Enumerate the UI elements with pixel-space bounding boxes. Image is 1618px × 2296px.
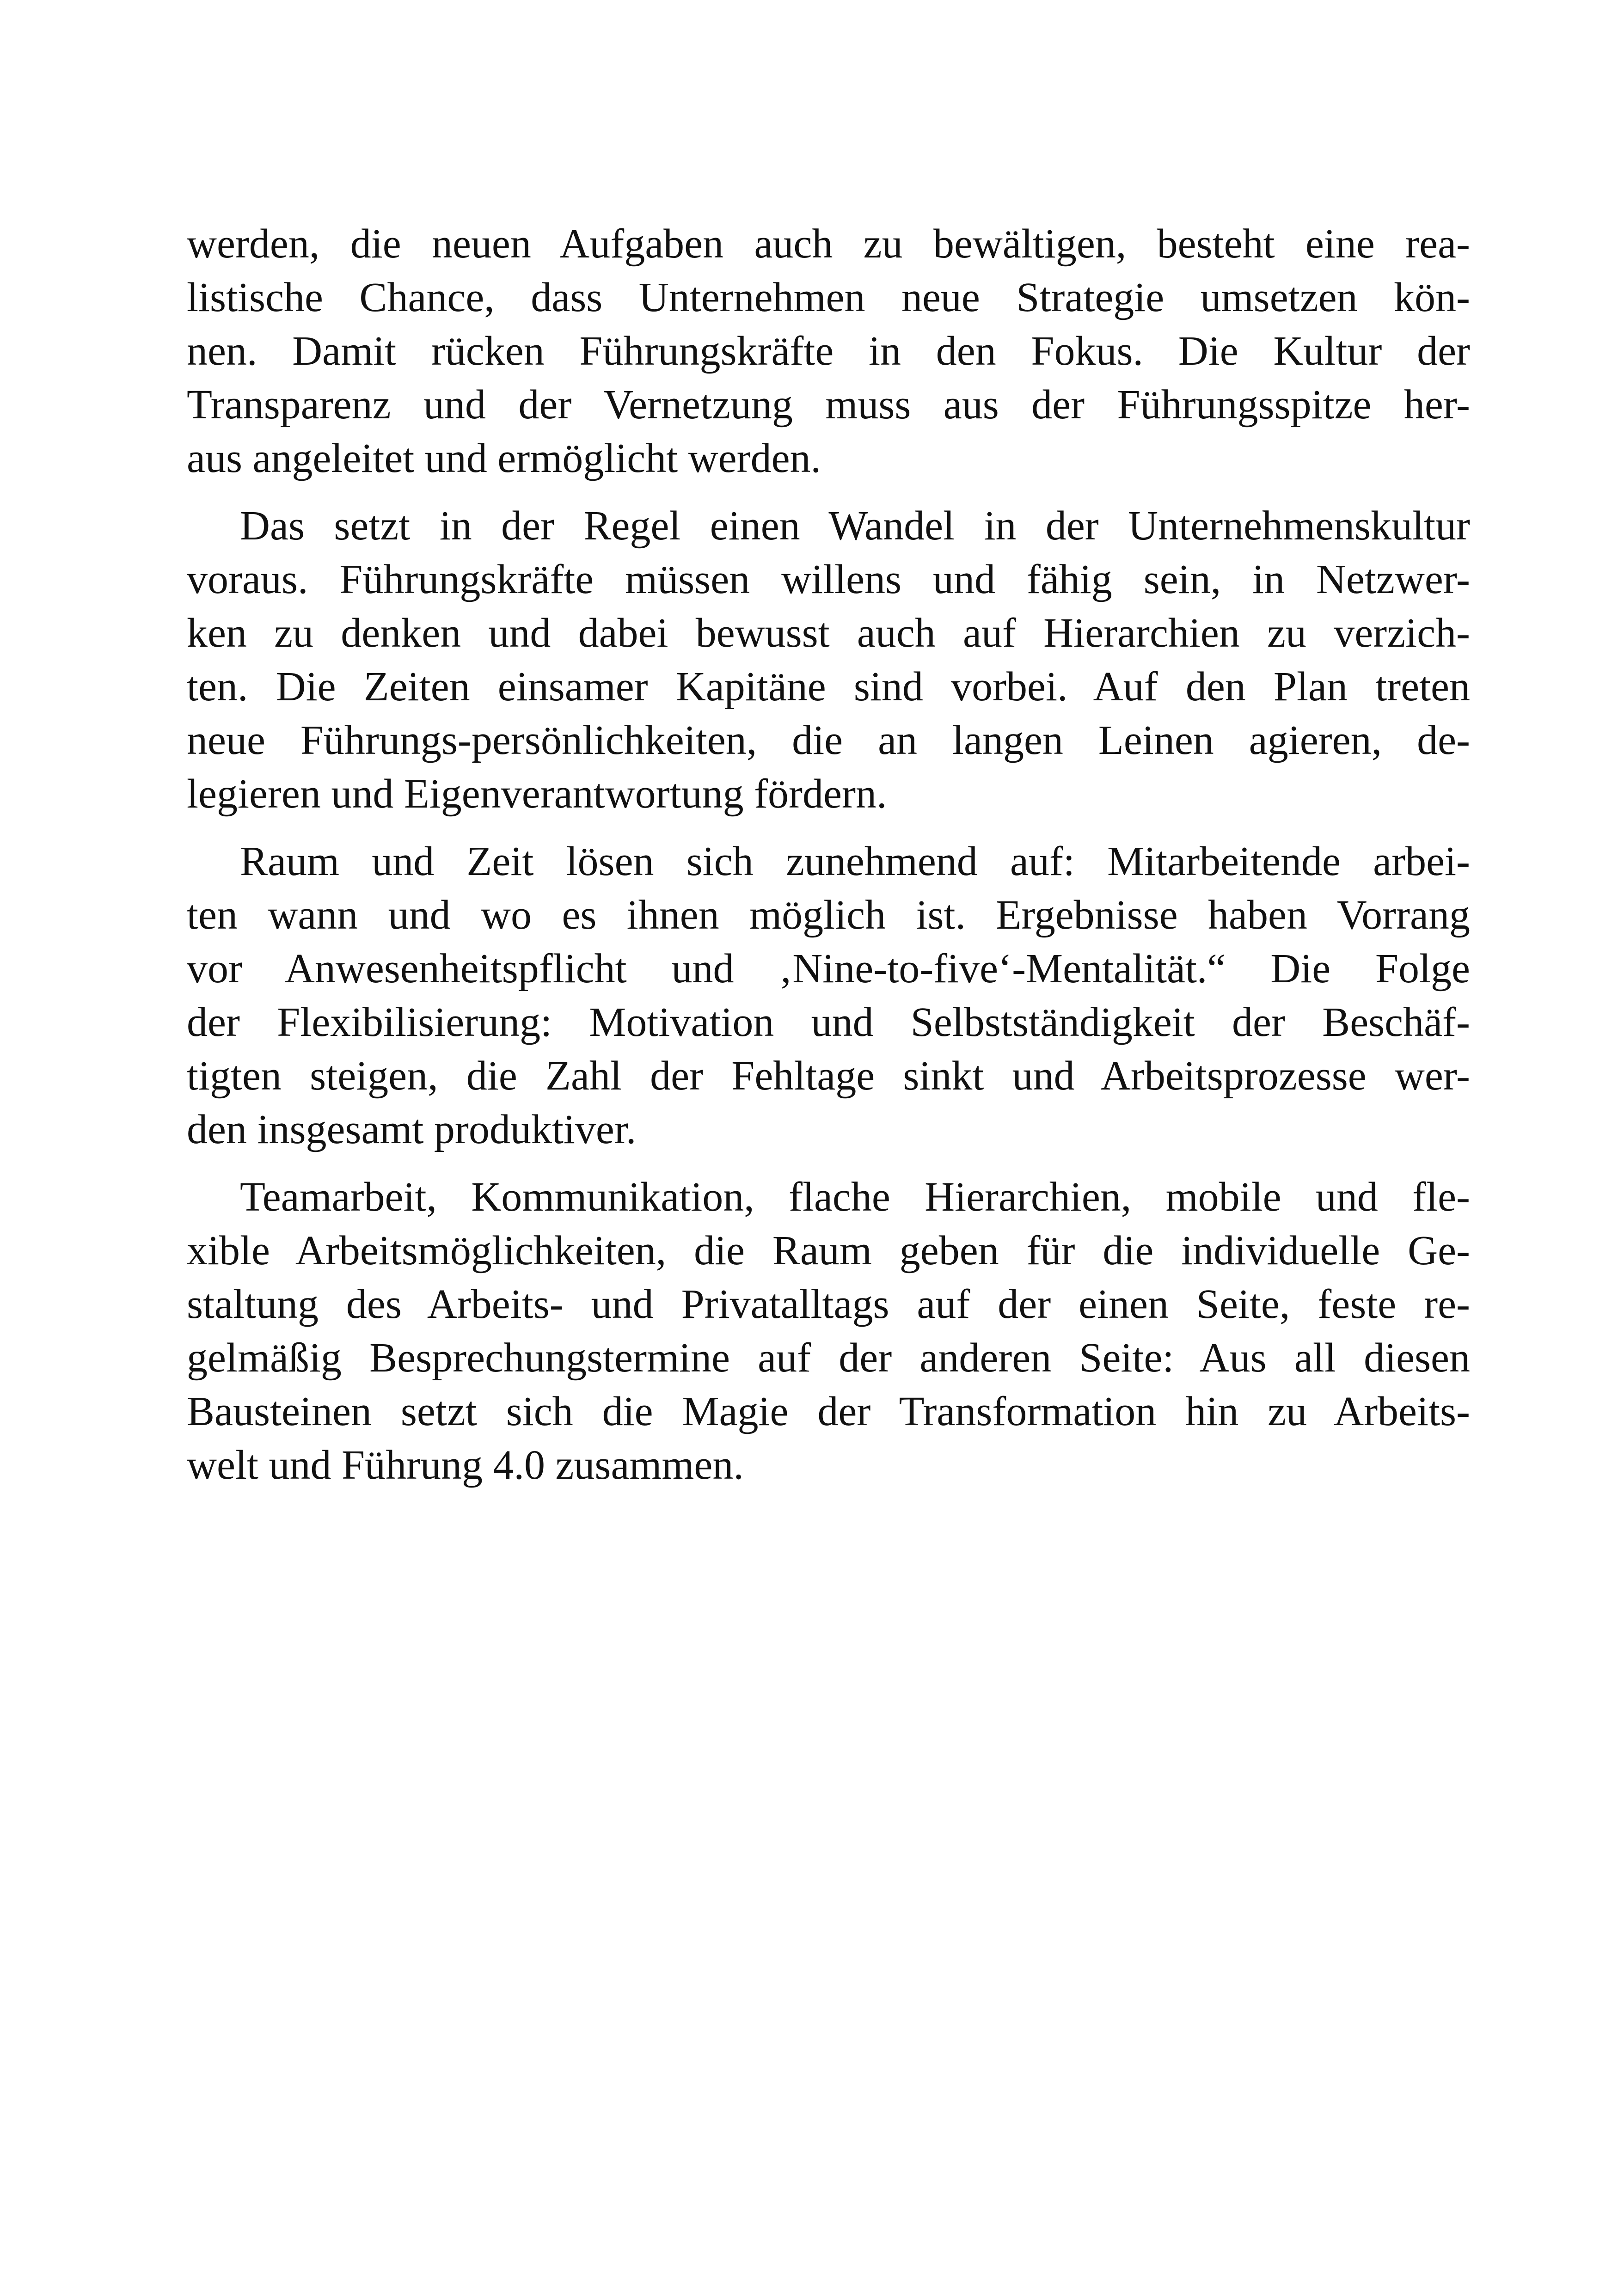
text-line: gelmäßig Besprechungstermine auf der anderen Seite: Aus all diesen (187, 1335, 1470, 1381)
text-line: voraus. Führungskräfte müssen willens und fähig sein, in Netzwer- (187, 557, 1470, 602)
text-line: den insgesamt produktiver. (187, 1107, 637, 1152)
text-line: Bausteinen setzt sich die Magie der Transformation hin zu Arbeits- (187, 1389, 1470, 1434)
text-line: der Flexibilisierung: Motivation und Selbstständigkeit der Beschäf- (187, 999, 1470, 1045)
text-line: listische Chance, dass Unternehmen neue Strategie umsetzen kön- (187, 275, 1470, 320)
text-line: ken zu denken und dabei bewusst auch auf Hierarchien zu verzich- (187, 610, 1470, 656)
text-line: Das setzt in der Regel einen Wandel in der Unternehmenskultur (240, 503, 1470, 549)
text-line: nen. Damit rücken Führungskräfte in den Fokus. Die Kultur der (187, 328, 1470, 374)
text-line: tigten steigen, die Zahl der Fehltage sinkt und Arbeitsprozesse wer- (187, 1053, 1470, 1099)
text-line: Transparenz und der Vernetzung muss aus der Führungsspitze her- (187, 382, 1470, 428)
paragraph-3 (187, 835, 1470, 1157)
text-line: ten. Die Zeiten einsamer Kapitäne sind vorbei. Auf den Plan treten (187, 664, 1470, 710)
document-page (187, 217, 1470, 1506)
text-line: vor Anwesenheitspflicht und ‚Nine-to-five‘-Mentalität.“ Die Folge (187, 946, 1470, 992)
text-line: werden, die neuen Aufgaben auch zu bewältigen, besteht eine rea- (187, 221, 1470, 267)
text-line: welt und Führung 4.0 zusammen. (187, 1442, 744, 1488)
text-line: neue Führungs-persönlichkeiten, die an langen Leinen agieren, de- (187, 717, 1470, 763)
text-line: Raum und Zeit lösen sich zunehmend auf: Mitarbeitende arbei- (240, 839, 1470, 884)
text-line: staltung des Arbeits- und Privatalltags auf der einen Seite, feste re- (187, 1281, 1470, 1327)
paragraph-1 (187, 217, 1470, 485)
text-line: aus angeleitet und ermöglicht werden. (187, 435, 821, 481)
text-line: xible Arbeitsmöglichkeiten, die Raum geben für die individuelle Ge- (187, 1228, 1470, 1274)
text-line: Teamarbeit, Kommunikation, flache Hierarchien, mobile und fle- (240, 1174, 1470, 1220)
paragraph-4 (187, 1170, 1470, 1492)
paragraph-2 (187, 499, 1470, 821)
text-line: ten wann und wo es ihnen möglich ist. Ergebnisse haben Vorrang (187, 892, 1470, 938)
text-line: legieren und Eigenverantwortung fördern. (187, 771, 887, 817)
